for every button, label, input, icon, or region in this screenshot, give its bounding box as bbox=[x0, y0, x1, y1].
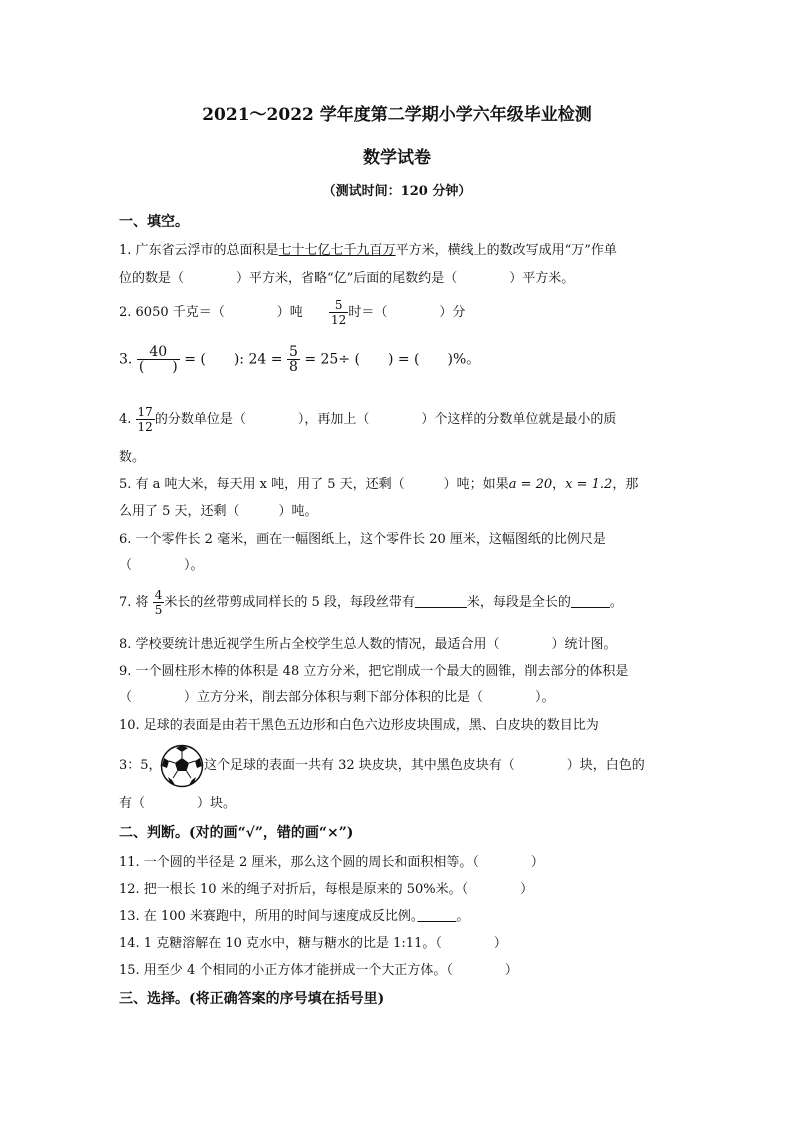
q5-sep: ， bbox=[552, 477, 566, 492]
question-14: 14. 1 克糖溶解在 10 克水中，糖与糖水的比是 1:11。（ ） bbox=[119, 936, 507, 951]
q3-text-mid: = ( ): 24 = bbox=[184, 351, 283, 368]
question-3 bbox=[119, 345, 480, 374]
question-11: 11. 一个圆的半径是 2 厘米，那么这个圆的周长和面积相等。（ ） bbox=[119, 855, 544, 870]
question-7 bbox=[119, 588, 623, 617]
q3-fraction-2 bbox=[287, 345, 300, 374]
q4-text-a: 的分数单位是（ ），再加上（ ）个这样的分数单位就是最小的质 bbox=[154, 412, 617, 427]
section-heading-true-false: 二、判断。(对的画“√”，错的画“×”) bbox=[119, 825, 354, 841]
q7-blank-2[interactable] bbox=[571, 595, 610, 610]
q13-blank[interactable] bbox=[417, 909, 456, 924]
q10-ratio: 3：5， bbox=[119, 758, 162, 773]
q5-text-a: 5. 有 a 吨大米，每天用 x 吨，用了 5 天，还剩（ ）吨；如果 bbox=[119, 477, 509, 492]
q4-number: 4. bbox=[119, 412, 132, 427]
section-heading-choice: 三、选择。(将正确答案的序号填在括号里) bbox=[119, 991, 385, 1007]
q7-text-c: 。 bbox=[609, 595, 623, 610]
test-time: （测试时间：120 分钟） bbox=[322, 184, 472, 199]
q2-text-a: 2. 6050 千克＝（ ）吨 bbox=[119, 305, 303, 320]
q3-frac2-num: 5 bbox=[288, 344, 298, 360]
q3-frac1-num: 40 bbox=[137, 345, 180, 360]
question-1 bbox=[119, 242, 617, 260]
question-1-line-2: 位的数是（ ）平方米，省略“亿”后面的尾数约是（ ）平方米。 bbox=[119, 271, 575, 286]
section-heading-fill-in: 一、填空。 bbox=[119, 214, 189, 230]
q7-text-b: 米，每段是全长的 bbox=[466, 595, 571, 610]
q3-number: 3. bbox=[119, 351, 133, 368]
question-9: 9. 一个圆柱形木棒的体积是 48 立方分米，把它削成一个最大的圆锥，削去部分的体积是 bbox=[119, 664, 629, 679]
q2-fraction bbox=[329, 298, 348, 327]
question-2 bbox=[119, 298, 465, 327]
q7-fraction bbox=[153, 588, 165, 617]
q2-fraction-num: 5 bbox=[329, 298, 348, 313]
q5-expr-a: a = 20 bbox=[508, 477, 553, 492]
question-6: 6. 一个零件长 2 毫米，画在一幅图纸上，这个零件长 20 厘米，这幅图纸的比例尺是 bbox=[119, 532, 606, 547]
question-8: 8. 学校要统计患近视学生所占全校学生总人数的情况，最适合用（ ）统计图。 bbox=[119, 637, 617, 652]
question-12: 12. 把一根长 10 米的绳子对折后，每根是原来的 50%米。（ ） bbox=[119, 882, 534, 897]
question-6-line-2: （ ）。 bbox=[119, 558, 204, 573]
page-title: 2021～2022 学年度第二学期小学六年级毕业检测 bbox=[202, 105, 592, 125]
q3-fraction-1 bbox=[137, 345, 180, 374]
q3-frac2-den: 8 bbox=[288, 359, 298, 375]
q7-frac-num: 4 bbox=[154, 588, 163, 602]
q5-expr-x: x = 1.2 bbox=[565, 477, 613, 492]
q4-fraction bbox=[136, 405, 155, 434]
question-10-line-2-text: 这个足球的表面一共有 32 块皮块，其中黑色皮块有（ ）块，白色的 bbox=[204, 758, 645, 773]
q1-underlined-number: 七十七亿七千九百万 bbox=[278, 243, 396, 258]
question-10: 10. 足球的表面是由若干黑色五边形和白色六边形皮块围成，黑、白皮块的数目比为 bbox=[119, 718, 599, 733]
soccer-ball-image bbox=[160, 744, 204, 788]
q7-text-a: 米长的丝带剪成同样长的 5 段，每段丝带有 bbox=[164, 595, 415, 610]
question-4-line-2: 数。 bbox=[119, 450, 146, 465]
page-subtitle: 数学试卷 bbox=[363, 148, 431, 168]
q7-text-pre: 7. 将 bbox=[119, 595, 149, 610]
question-10-line-2 bbox=[119, 757, 162, 775]
q1-text-a: 1. 广东省云浮市的总面积是 bbox=[119, 243, 279, 258]
question-13 bbox=[119, 908, 469, 926]
q3-text-post: = 25÷ ( ) = ( )%。 bbox=[304, 351, 481, 368]
q13-text-b: 。 bbox=[456, 909, 470, 924]
question-9-line-2: （ ）立方分米，削去部分体积与剩下部分体积的比是（ ）。 bbox=[119, 690, 555, 705]
q2-fraction-den: 12 bbox=[331, 313, 347, 327]
q1-text-b: 平方米，横线上的数改写成用“万”作单 bbox=[395, 243, 617, 258]
question-10-line-3: 有（ ）块。 bbox=[119, 796, 237, 811]
q5-text-b: ，那 bbox=[612, 477, 639, 492]
q7-frac-den: 5 bbox=[154, 603, 163, 617]
question-5-line-2: 么用了 5 天，还剩（ ）吨。 bbox=[119, 504, 318, 519]
q4-frac-den: 12 bbox=[137, 420, 153, 434]
question-15: 15. 用至少 4 个相同的小正方体才能拼成一个大正方体。（ ） bbox=[119, 963, 518, 978]
q4-frac-num: 17 bbox=[137, 405, 153, 419]
q3-frac1-den: ( ) bbox=[138, 359, 178, 375]
q2-text-b: 时＝（ ）分 bbox=[348, 305, 466, 320]
q7-blank-1[interactable] bbox=[415, 595, 467, 610]
question-5 bbox=[119, 476, 638, 494]
q13-text-a: 13. 在 100 米赛跑中，所用的时间与速度成反比例。 bbox=[119, 909, 418, 924]
question-4 bbox=[119, 405, 616, 434]
